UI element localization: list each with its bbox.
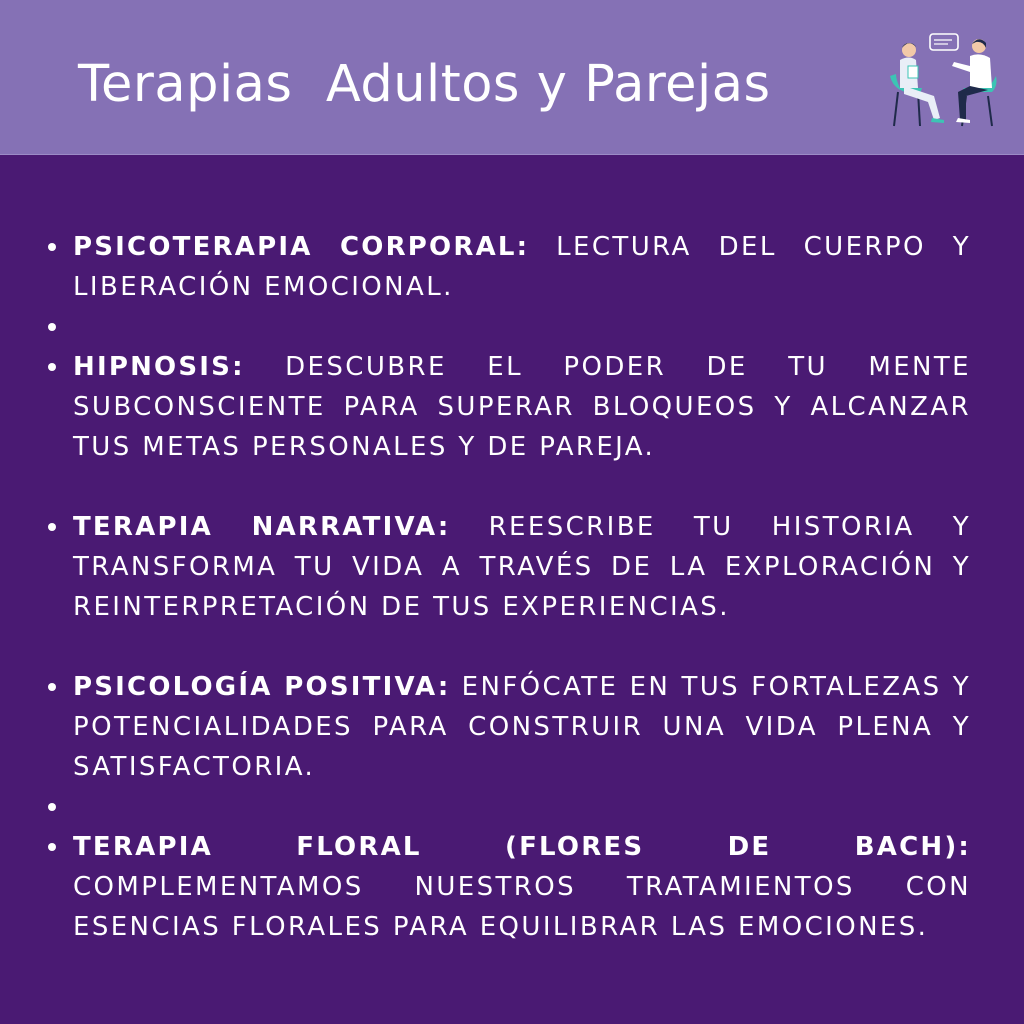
item-heading: PSICOTERAPIA CORPORAL: [73,232,530,262]
item-heading: TERAPIA NARRATIVA: [73,512,451,542]
therapy-session-icon [884,30,1002,134]
item-heading: HIPNOSIS: [73,352,245,382]
list-item-terapia-floral [73,827,971,947]
item-heading: TERAPIA FLORAL (FLORES DE BACH): [73,832,971,862]
list-item-psicoterapia-corporal [73,227,971,307]
list-item-empty [73,307,971,347]
item-description: REESCRIBE TU HISTORIA Y TRANSFORMA TU VIDA A TRAVÉS DE LA EXPLORACIÓN Y REINTERPRETACIÓN DE TUS EXPERIENCIAS. [73,512,971,622]
page-title: Terapias Adultos y Parejas [78,55,771,114]
therapy-list [0,227,1024,947]
list-item-empty [73,787,971,827]
header-banner [0,0,1024,155]
item-description: COMPLEMENTAMOS NUESTROS TRATAMIENTOS CON ESENCIAS FLORALES PARA EQUILIBRAR LAS EMOCIONES. [73,872,971,942]
list-item-terapia-narrativa [73,507,971,627]
item-description: ENFÓCATE EN TUS FORTALEZAS Y POTENCIALIDADES PARA CONSTRUIR UNA VIDA PLENA Y SATISFACTORIA. [73,672,971,782]
item-description: LECTURA DEL CUERPO Y LIBERACIÓN EMOCIONAL. [73,232,971,302]
item-description: DESCUBRE EL PODER DE TU MENTE SUBCONSCIENTE PARA SUPERAR BLOQUEOS Y ALCANZAR TUS METAS PERSONALES Y DE PAREJA. [73,352,971,462]
list-item-hipnosis [73,347,971,467]
item-heading: PSICOLOGÍA POSITIVA: [73,672,451,702]
list-item-psicologia-positiva [73,667,971,787]
